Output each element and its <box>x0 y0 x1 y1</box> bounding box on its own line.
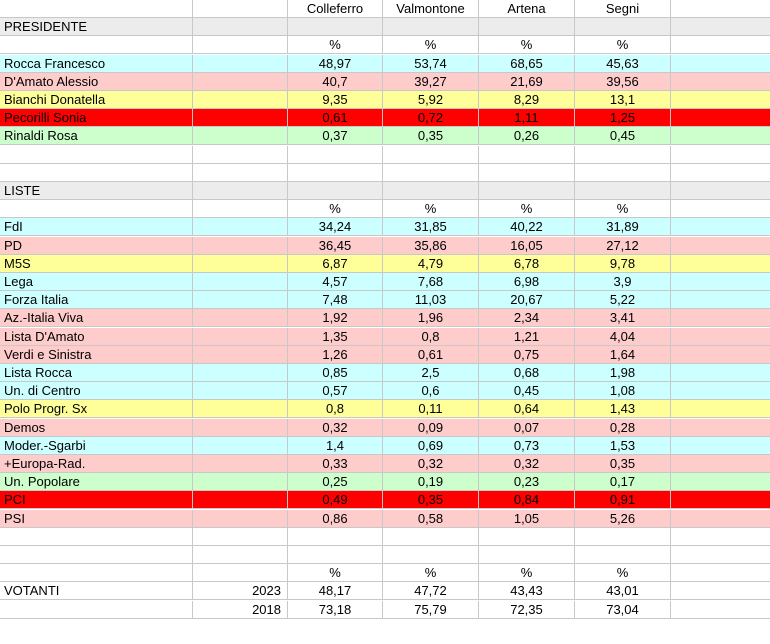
empty-cell[interactable] <box>193 382 288 399</box>
presidente-row <box>0 91 770 109</box>
presidente-row <box>0 73 770 91</box>
empty-cell[interactable] <box>288 18 383 35</box>
liste-row <box>0 346 770 364</box>
empty-cell[interactable] <box>383 18 479 35</box>
empty-cell[interactable] <box>288 164 383 181</box>
value-cell[interactable]: 1,25 <box>575 109 671 126</box>
empty-cell[interactable] <box>575 18 671 35</box>
value-cell[interactable]: 0,75 <box>479 346 575 363</box>
year-cell[interactable]: 2023 <box>193 582 288 599</box>
empty-cell[interactable] <box>671 127 770 144</box>
value-cell[interactable]: 0,25 <box>288 473 383 490</box>
value-cell[interactable]: 0,32 <box>479 455 575 472</box>
value-cell[interactable]: 0,35 <box>575 455 671 472</box>
value-cell[interactable]: 1,11 <box>479 109 575 126</box>
value-cell[interactable]: 43,01 <box>575 582 671 599</box>
empty-cell[interactable] <box>288 546 383 563</box>
row-label[interactable]: M5S <box>0 255 193 272</box>
value-cell[interactable]: 0,68 <box>479 364 575 381</box>
empty-cell[interactable] <box>479 546 575 563</box>
liste-row <box>0 255 770 273</box>
row-label[interactable]: Un. Popolare <box>0 473 193 490</box>
empty-cell[interactable] <box>193 364 288 381</box>
empty-cell[interactable] <box>193 546 288 563</box>
column-header-artena[interactable]: Artena <box>479 0 575 17</box>
empty-cell[interactable] <box>193 510 288 527</box>
empty-cell[interactable] <box>671 18 770 35</box>
empty-cell[interactable] <box>288 182 383 199</box>
value-cell[interactable]: 43,43 <box>479 582 575 599</box>
empty-cell[interactable] <box>0 200 193 217</box>
percent-header-cell[interactable]: % <box>575 200 671 217</box>
empty-cell[interactable] <box>671 601 770 618</box>
value-cell[interactable]: 0,11 <box>383 400 479 417</box>
row-label[interactable]: Demos <box>0 419 193 436</box>
empty-cell[interactable] <box>0 546 193 563</box>
value-cell[interactable]: 0,64 <box>479 400 575 417</box>
value-cell[interactable]: 0,85 <box>288 364 383 381</box>
empty-cell[interactable] <box>193 182 288 199</box>
value-cell[interactable]: 5,22 <box>575 291 671 308</box>
section-title[interactable]: LISTE <box>0 182 193 199</box>
presidente-percent-row <box>0 36 770 54</box>
column-header-row <box>0 0 770 18</box>
votanti-percent-row <box>0 564 770 582</box>
empty-cell[interactable] <box>193 73 288 90</box>
empty-cell[interactable] <box>193 437 288 454</box>
value-cell[interactable]: 1,08 <box>575 382 671 399</box>
value-cell[interactable]: 0,32 <box>383 455 479 472</box>
row-label[interactable]: PCI <box>0 491 193 508</box>
value-cell[interactable]: 40,7 <box>288 73 383 90</box>
value-cell[interactable]: 0,91 <box>575 491 671 508</box>
empty-cell[interactable] <box>671 164 770 181</box>
value-cell[interactable]: 5,26 <box>575 510 671 527</box>
value-cell[interactable]: 4,04 <box>575 328 671 345</box>
empty-cell[interactable] <box>193 200 288 217</box>
value-cell[interactable]: 0,09 <box>383 419 479 436</box>
empty-cell[interactable] <box>0 528 193 545</box>
percent-header-cell[interactable]: % <box>288 200 383 217</box>
empty-cell[interactable] <box>383 164 479 181</box>
liste-row <box>0 473 770 491</box>
value-cell[interactable]: 0,8 <box>383 328 479 345</box>
percent-header-cell[interactable]: % <box>479 564 575 581</box>
value-cell[interactable]: 0,28 <box>575 419 671 436</box>
empty-cell[interactable] <box>671 273 770 290</box>
value-cell[interactable]: 16,05 <box>479 237 575 254</box>
empty-cell[interactable] <box>0 601 193 618</box>
value-cell[interactable]: 0,49 <box>288 491 383 508</box>
empty-cell[interactable] <box>193 109 288 126</box>
value-cell[interactable]: 6,98 <box>479 273 575 290</box>
empty-cell[interactable] <box>193 164 288 181</box>
value-cell[interactable]: 9,35 <box>288 91 383 108</box>
row-label[interactable]: Moder.-Sgarbi <box>0 437 193 454</box>
empty-cell[interactable] <box>193 237 288 254</box>
value-cell[interactable]: 0,61 <box>383 346 479 363</box>
liste-row <box>0 437 770 455</box>
value-cell[interactable]: 39,56 <box>575 73 671 90</box>
row-label[interactable]: PSI <box>0 510 193 527</box>
empty-cell[interactable] <box>671 364 770 381</box>
row-label[interactable]: D'Amato Alessio <box>0 73 193 90</box>
presidente-row <box>0 127 770 145</box>
row-label[interactable]: Lista D'Amato <box>0 328 193 345</box>
value-cell[interactable]: 0,23 <box>479 473 575 490</box>
empty-cell[interactable] <box>479 146 575 163</box>
value-cell[interactable]: 48,97 <box>288 55 383 72</box>
empty-cell[interactable] <box>671 200 770 217</box>
row-label[interactable]: Lista Rocca <box>0 364 193 381</box>
empty-cell[interactable] <box>193 309 288 326</box>
empty-cell[interactable] <box>671 73 770 90</box>
value-cell[interactable]: 13,1 <box>575 91 671 108</box>
value-cell[interactable]: 1,64 <box>575 346 671 363</box>
liste-row <box>0 364 770 382</box>
value-cell[interactable]: 8,29 <box>479 91 575 108</box>
empty-cell[interactable] <box>671 546 770 563</box>
spacer-row <box>0 528 770 546</box>
liste-row <box>0 510 770 528</box>
empty-cell[interactable] <box>193 36 288 53</box>
value-cell[interactable]: 0,84 <box>479 491 575 508</box>
empty-cell[interactable] <box>193 0 288 17</box>
value-cell[interactable]: 35,86 <box>383 237 479 254</box>
liste-percent-row <box>0 200 770 218</box>
value-cell[interactable]: 0,37 <box>288 127 383 144</box>
value-cell[interactable]: 0,69 <box>383 437 479 454</box>
liste-row <box>0 419 770 437</box>
section-title[interactable]: PRESIDENTE <box>0 18 193 35</box>
value-cell[interactable]: 31,89 <box>575 218 671 235</box>
value-cell[interactable]: 36,45 <box>288 237 383 254</box>
value-cell[interactable]: 2,34 <box>479 309 575 326</box>
empty-cell[interactable] <box>671 528 770 545</box>
spacer-row <box>0 546 770 564</box>
value-cell[interactable]: 0,6 <box>383 382 479 399</box>
row-label[interactable]: PD <box>0 237 193 254</box>
empty-cell[interactable] <box>671 55 770 72</box>
empty-cell[interactable] <box>671 146 770 163</box>
votanti-row <box>0 582 770 600</box>
value-cell[interactable]: 5,92 <box>383 91 479 108</box>
empty-cell[interactable] <box>575 182 671 199</box>
value-cell[interactable]: 1,26 <box>288 346 383 363</box>
empty-cell[interactable] <box>193 328 288 345</box>
empty-cell[interactable] <box>193 127 288 144</box>
value-cell[interactable]: 1,35 <box>288 328 383 345</box>
empty-cell[interactable] <box>193 18 288 35</box>
votanti-label[interactable]: VOTANTI <box>0 582 193 599</box>
empty-cell[interactable] <box>0 0 193 17</box>
value-cell[interactable]: 1,92 <box>288 309 383 326</box>
value-cell[interactable]: 45,63 <box>575 55 671 72</box>
value-cell[interactable]: 0,45 <box>575 127 671 144</box>
percent-header-cell[interactable]: % <box>479 200 575 217</box>
row-label[interactable]: Lega <box>0 273 193 290</box>
value-cell[interactable]: 7,48 <box>288 291 383 308</box>
liste-row <box>0 455 770 473</box>
empty-cell[interactable] <box>671 255 770 272</box>
column-header-colleferro[interactable]: Colleferro <box>288 0 383 17</box>
row-label[interactable]: Bianchi Donatella <box>0 91 193 108</box>
presidente-section-header <box>0 18 770 36</box>
spacer-row <box>0 164 770 182</box>
empty-cell[interactable] <box>288 528 383 545</box>
value-cell[interactable]: 75,79 <box>383 601 479 618</box>
value-cell[interactable]: 68,65 <box>479 55 575 72</box>
row-label[interactable]: Rocca Francesco <box>0 55 193 72</box>
row-label[interactable]: +Europa-Rad. <box>0 455 193 472</box>
liste-row <box>0 400 770 418</box>
value-cell[interactable]: 4,79 <box>383 255 479 272</box>
value-cell[interactable]: 6,87 <box>288 255 383 272</box>
empty-cell[interactable] <box>671 328 770 345</box>
empty-cell[interactable] <box>193 346 288 363</box>
empty-cell[interactable] <box>193 564 288 581</box>
empty-cell[interactable] <box>479 18 575 35</box>
empty-cell[interactable] <box>288 146 383 163</box>
value-cell[interactable]: 1,43 <box>575 400 671 417</box>
value-cell[interactable]: 27,12 <box>575 237 671 254</box>
empty-cell[interactable] <box>575 546 671 563</box>
empty-cell[interactable] <box>479 164 575 181</box>
row-label[interactable]: Polo Progr. Sx <box>0 400 193 417</box>
presidente-row <box>0 109 770 127</box>
empty-cell[interactable] <box>193 400 288 417</box>
liste-row <box>0 273 770 291</box>
value-cell[interactable]: 21,69 <box>479 73 575 90</box>
value-cell[interactable]: 0,35 <box>383 491 479 508</box>
liste-row <box>0 291 770 309</box>
empty-cell[interactable] <box>671 36 770 53</box>
empty-cell[interactable] <box>0 146 193 163</box>
value-cell[interactable]: 2,5 <box>383 364 479 381</box>
liste-row <box>0 237 770 255</box>
value-cell[interactable]: 34,24 <box>288 218 383 235</box>
value-cell[interactable]: 3,9 <box>575 273 671 290</box>
value-cell[interactable]: 0,57 <box>288 382 383 399</box>
row-label[interactable]: Un. di Centro <box>0 382 193 399</box>
empty-cell[interactable] <box>575 528 671 545</box>
value-cell[interactable]: 20,67 <box>479 291 575 308</box>
empty-cell[interactable] <box>193 491 288 508</box>
value-cell[interactable]: 0,17 <box>575 473 671 490</box>
empty-cell[interactable] <box>671 91 770 108</box>
value-cell[interactable]: 7,68 <box>383 273 479 290</box>
presidente-row <box>0 55 770 73</box>
empty-cell[interactable] <box>0 564 193 581</box>
percent-header-cell[interactable]: % <box>479 36 575 53</box>
percent-header-cell[interactable]: % <box>288 36 383 53</box>
column-header-segni[interactable]: Segni <box>575 0 671 17</box>
value-cell[interactable]: 0,33 <box>288 455 383 472</box>
empty-cell[interactable] <box>193 55 288 72</box>
empty-cell[interactable] <box>479 182 575 199</box>
value-cell[interactable]: 11,03 <box>383 291 479 308</box>
value-cell[interactable]: 1,53 <box>575 437 671 454</box>
empty-cell[interactable] <box>671 218 770 235</box>
value-cell[interactable]: 0,86 <box>288 510 383 527</box>
value-cell[interactable]: 0,58 <box>383 510 479 527</box>
value-cell[interactable]: 0,19 <box>383 473 479 490</box>
value-cell[interactable]: 1,21 <box>479 328 575 345</box>
value-cell[interactable]: 39,27 <box>383 73 479 90</box>
value-cell[interactable]: 0,8 <box>288 400 383 417</box>
empty-cell[interactable] <box>671 491 770 508</box>
empty-cell[interactable] <box>383 146 479 163</box>
empty-cell[interactable] <box>671 400 770 417</box>
value-cell[interactable]: 0,73 <box>479 437 575 454</box>
value-cell[interactable]: 0,26 <box>479 127 575 144</box>
empty-cell[interactable] <box>671 346 770 363</box>
liste-row <box>0 328 770 346</box>
empty-cell[interactable] <box>671 473 770 490</box>
empty-cell[interactable] <box>671 0 770 17</box>
value-cell[interactable]: 73,04 <box>575 601 671 618</box>
empty-cell[interactable] <box>193 455 288 472</box>
empty-cell[interactable] <box>671 564 770 581</box>
percent-header-cell[interactable]: % <box>383 36 479 53</box>
empty-cell[interactable] <box>0 164 193 181</box>
empty-cell[interactable] <box>193 291 288 308</box>
empty-cell[interactable] <box>383 546 479 563</box>
value-cell[interactable]: 9,78 <box>575 255 671 272</box>
row-label[interactable]: Pecorilli Sonia <box>0 109 193 126</box>
votanti-row <box>0 601 770 619</box>
row-label[interactable]: Rinaldi Rosa <box>0 127 193 144</box>
empty-cell[interactable] <box>193 218 288 235</box>
percent-header-cell[interactable]: % <box>383 200 479 217</box>
empty-cell[interactable] <box>671 291 770 308</box>
empty-cell[interactable] <box>575 146 671 163</box>
empty-cell[interactable] <box>671 510 770 527</box>
empty-cell[interactable] <box>671 382 770 399</box>
empty-cell[interactable] <box>671 109 770 126</box>
value-cell[interactable]: 0,32 <box>288 419 383 436</box>
row-label[interactable]: Verdi e Sinistra <box>0 346 193 363</box>
row-label[interactable]: FdI <box>0 218 193 235</box>
value-cell[interactable]: 31,85 <box>383 218 479 235</box>
value-cell[interactable]: 1,05 <box>479 510 575 527</box>
empty-cell[interactable] <box>575 164 671 181</box>
value-cell[interactable]: 0,61 <box>288 109 383 126</box>
value-cell[interactable]: 1,4 <box>288 437 383 454</box>
liste-row <box>0 491 770 509</box>
empty-cell[interactable] <box>193 419 288 436</box>
empty-cell[interactable] <box>193 255 288 272</box>
percent-header-cell[interactable]: % <box>575 36 671 53</box>
empty-cell[interactable] <box>193 146 288 163</box>
empty-cell[interactable] <box>671 419 770 436</box>
liste-section-header <box>0 182 770 200</box>
liste-row <box>0 382 770 400</box>
empty-cell[interactable] <box>671 455 770 472</box>
empty-cell[interactable] <box>193 273 288 290</box>
value-cell[interactable]: 3,41 <box>575 309 671 326</box>
percent-header-cell[interactable]: % <box>383 564 479 581</box>
value-cell[interactable]: 1,98 <box>575 364 671 381</box>
liste-row <box>0 309 770 327</box>
liste-row <box>0 218 770 236</box>
percent-header-cell[interactable]: % <box>288 564 383 581</box>
empty-cell[interactable] <box>671 582 770 599</box>
value-cell[interactable]: 0,35 <box>383 127 479 144</box>
empty-cell[interactable] <box>671 237 770 254</box>
value-cell[interactable]: 72,35 <box>479 601 575 618</box>
value-cell[interactable]: 48,17 <box>288 582 383 599</box>
empty-cell[interactable] <box>479 528 575 545</box>
empty-cell[interactable] <box>0 36 193 53</box>
empty-cell[interactable] <box>671 437 770 454</box>
year-cell[interactable]: 2018 <box>193 601 288 618</box>
empty-cell[interactable] <box>671 182 770 199</box>
value-cell[interactable]: 0,07 <box>479 419 575 436</box>
value-cell[interactable]: 0,72 <box>383 109 479 126</box>
value-cell[interactable]: 73,18 <box>288 601 383 618</box>
empty-cell[interactable] <box>193 528 288 545</box>
value-cell[interactable]: 6,78 <box>479 255 575 272</box>
spacer-row <box>0 146 770 164</box>
value-cell[interactable]: 53,74 <box>383 55 479 72</box>
value-cell[interactable]: 40,22 <box>479 218 575 235</box>
percent-header-cell[interactable]: % <box>575 564 671 581</box>
empty-cell[interactable] <box>383 182 479 199</box>
empty-cell[interactable] <box>671 309 770 326</box>
column-header-valmontone[interactable]: Valmontone <box>383 0 479 17</box>
row-label[interactable]: Forza Italia <box>0 291 193 308</box>
value-cell[interactable]: 4,57 <box>288 273 383 290</box>
empty-cell[interactable] <box>193 473 288 490</box>
value-cell[interactable]: 47,72 <box>383 582 479 599</box>
row-label[interactable]: Az.-Italia Viva <box>0 309 193 326</box>
value-cell[interactable]: 0,45 <box>479 382 575 399</box>
empty-cell[interactable] <box>193 91 288 108</box>
value-cell[interactable]: 1,96 <box>383 309 479 326</box>
empty-cell[interactable] <box>383 528 479 545</box>
